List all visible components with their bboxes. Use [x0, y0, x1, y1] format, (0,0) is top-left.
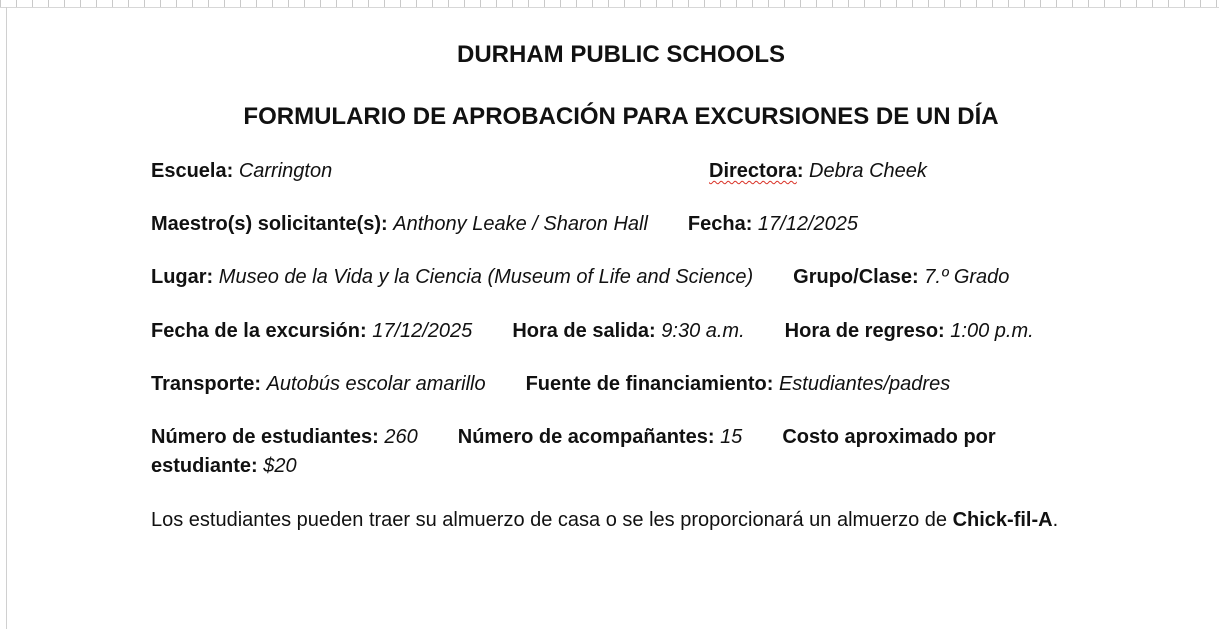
fecha-value: 17/12/2025	[757, 213, 859, 235]
district-title: DURHAM PUBLIC SCHOOLS	[457, 41, 785, 68]
teachers-date-row	[151, 210, 1091, 239]
directora-colon: :	[796, 160, 804, 182]
school-principal-row	[151, 157, 1091, 186]
fecha-excursion-value: 17/12/2025	[372, 320, 473, 342]
lugar-value: Museo de la Vida y la Ciencia (Museum of Life and Science)	[218, 266, 754, 288]
trip-times-row	[151, 317, 1091, 346]
lunch-note	[151, 506, 1091, 535]
grupo-label: Grupo/Clase:	[793, 266, 919, 288]
num-acompanantes-value: 15	[720, 426, 743, 448]
maestros-label: Maestro(s) solicitante(s):	[151, 213, 388, 235]
costo-label: Costo aproximado por estudiante:	[151, 426, 996, 477]
lugar-label: Lugar:	[151, 266, 214, 288]
costo-value: $20	[263, 455, 297, 477]
transporte-label: Transporte:	[151, 373, 262, 395]
directora-label: Directora	[709, 160, 797, 182]
horizontal-ruler[interactable]	[0, 0, 1219, 8]
num-estudiantes-label: Número de estudiantes:	[151, 426, 379, 448]
num-acompanantes-label: Número de acompañantes:	[457, 426, 715, 448]
page-left-edge	[6, 7, 7, 629]
grupo-value: 7.º Grado	[924, 266, 1010, 288]
document-page[interactable]	[151, 30, 1091, 535]
maestros-value: Anthony Leake / Sharon Hall	[393, 213, 648, 235]
fuente-value: Estudiantes/padres	[778, 373, 951, 395]
transport-funding-row	[151, 370, 1091, 399]
hora-salida-label: Hora de salida:	[512, 320, 656, 342]
form-title: FORMULARIO DE APROBACIÓN PARA EXCURSIONES DE UN DÍA	[243, 103, 999, 130]
fuente-label: Fuente de financiamiento:	[525, 373, 774, 395]
lunch-note-end: .	[1052, 509, 1059, 531]
lunch-note-brand: Chick-fil-A	[952, 509, 1053, 531]
num-estudiantes-value: 260	[384, 426, 418, 448]
transporte-value: Autobús escolar amarillo	[266, 373, 486, 395]
place-group-row	[151, 263, 1091, 292]
directora-value: Debra Cheek	[809, 160, 927, 182]
fecha-label: Fecha:	[687, 213, 753, 235]
hora-regreso-value: 1:00 p.m.	[950, 320, 1034, 342]
escuela-value: Carrington	[238, 160, 333, 182]
escuela-label: Escuela:	[151, 160, 234, 182]
counts-cost-row	[151, 423, 1091, 481]
hora-salida-value: 9:30 a.m.	[661, 320, 745, 342]
lunch-note-text: Los estudiantes pueden traer su almuerzo de casa o se les proporcionará un almuerzo de	[151, 509, 953, 531]
fecha-excursion-label: Fecha de la excursión:	[151, 320, 367, 342]
hora-regreso-label: Hora de regreso:	[784, 320, 945, 342]
